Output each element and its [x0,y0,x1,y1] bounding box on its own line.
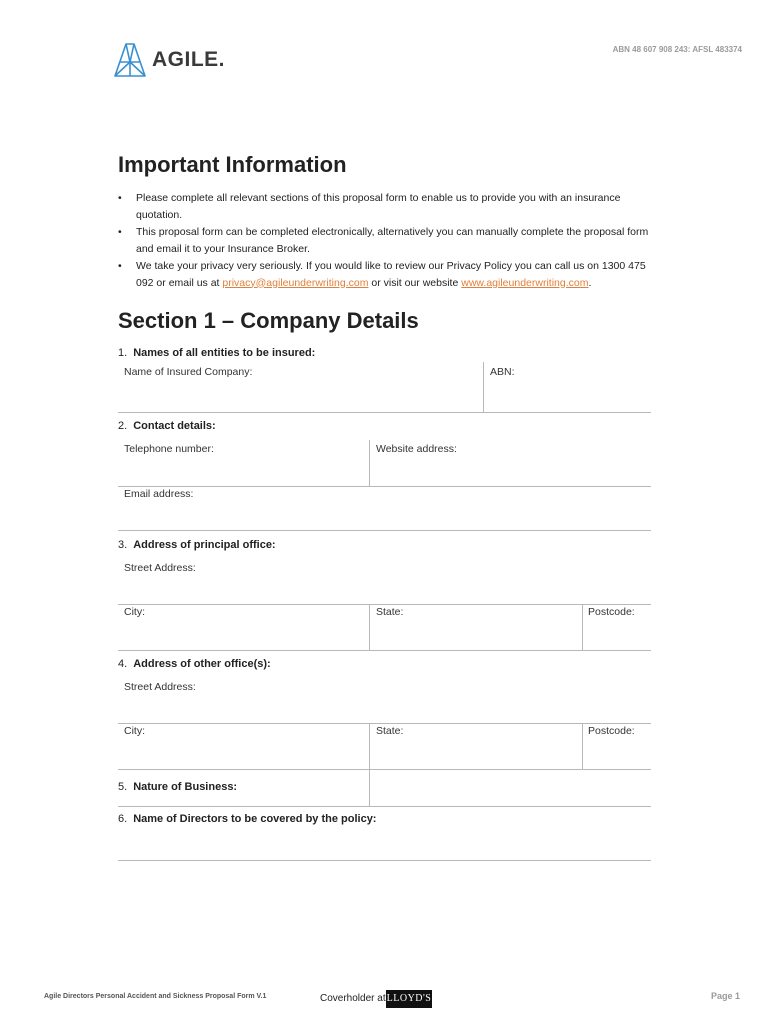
postcode-label: Postcode: [588,725,635,737]
street-address-label: Street Address: [124,681,196,693]
insured-company-field[interactable] [118,362,482,410]
telephone-label: Telephone number: [124,443,214,455]
lloyds-logo: LLOYD'S [386,990,432,1008]
divider [118,806,651,807]
principal-street-field[interactable] [118,558,650,603]
info-bullet-2: • This proposal form can be completed electronically, alternatively you can manually complete the proposal form and email it to your Insurance Broker. [118,224,658,257]
divider [118,530,651,531]
divider [369,604,370,650]
abn-field[interactable] [484,362,650,410]
logo-wordmark: AGILE. [152,48,226,71]
privacy-email-link[interactable]: privacy@agileunderwriting.com [222,276,369,289]
state-label: State: [376,725,404,737]
page-number: Page 1 [710,991,740,1001]
principal-state-field[interactable] [370,605,581,649]
divider [118,860,651,861]
email-label: Email address: [124,488,194,500]
city-label: City: [124,606,145,618]
info-bullet-3: • We take your privacy very seriously. If you would like to review our Privacy Policy you can call us on 1300 475 092 or email us at privacy@agileunderwriting.com or visit our website www.agileunderwriting.com. [118,258,658,291]
divider [582,604,583,650]
other-postcode-field[interactable] [583,724,650,768]
state-label: State: [376,606,404,618]
q4-heading: 4. Address of other office(s): [118,658,271,670]
divider [369,723,370,769]
q6-heading: 6. Name of Directors to be covered by the policy: [118,813,377,825]
nature-of-business-field[interactable] [370,770,650,806]
important-info-list [118,190,658,292]
q2-heading: 2. Contact details: [118,420,216,432]
q5-heading: 5. Nature of Business: [118,781,238,793]
abn-line: ABN 48 607 908 243: AFSL 483374 [612,45,742,54]
telephone-field[interactable] [118,440,368,485]
other-street-field[interactable] [118,677,650,722]
footer-form-name: Agile Directors Personal Accident and Sickness Proposal Form V.1 [44,993,267,1000]
coverholder-text: Coverholder at [320,993,386,1004]
divider [582,723,583,769]
q1-heading: 1. Names of all entities to be insured: [118,347,316,359]
important-info-title: Important Information [118,152,347,177]
info-bullet-1: • Please complete all relevant sections of this proposal form to enable us to provide you with an insurance quotation. [118,190,658,223]
section-1-title: Section 1 – Company Details [118,308,419,333]
abn-label: ABN: [490,366,515,378]
postcode-label: Postcode: [588,606,635,618]
principal-postcode-field[interactable] [583,605,650,649]
divider [118,412,651,413]
website-link[interactable]: www.agileunderwriting.com [461,276,589,289]
email-field[interactable] [118,487,650,529]
q3-heading: 3. Address of principal office: [118,539,276,551]
city-label: City: [124,725,145,737]
divider [369,769,370,807]
principal-city-field[interactable] [118,605,368,649]
insured-company-label: Name of Insured Company: [124,366,253,378]
website-label: Website address: [376,443,457,455]
divider [483,362,484,412]
directors-field[interactable] [118,830,650,859]
other-state-field[interactable] [370,724,581,768]
street-address-label: Street Address: [124,562,196,574]
other-city-field[interactable] [118,724,368,768]
agile-logo-icon [112,42,150,78]
divider [118,650,651,651]
divider [369,440,370,486]
website-field[interactable] [370,440,650,485]
